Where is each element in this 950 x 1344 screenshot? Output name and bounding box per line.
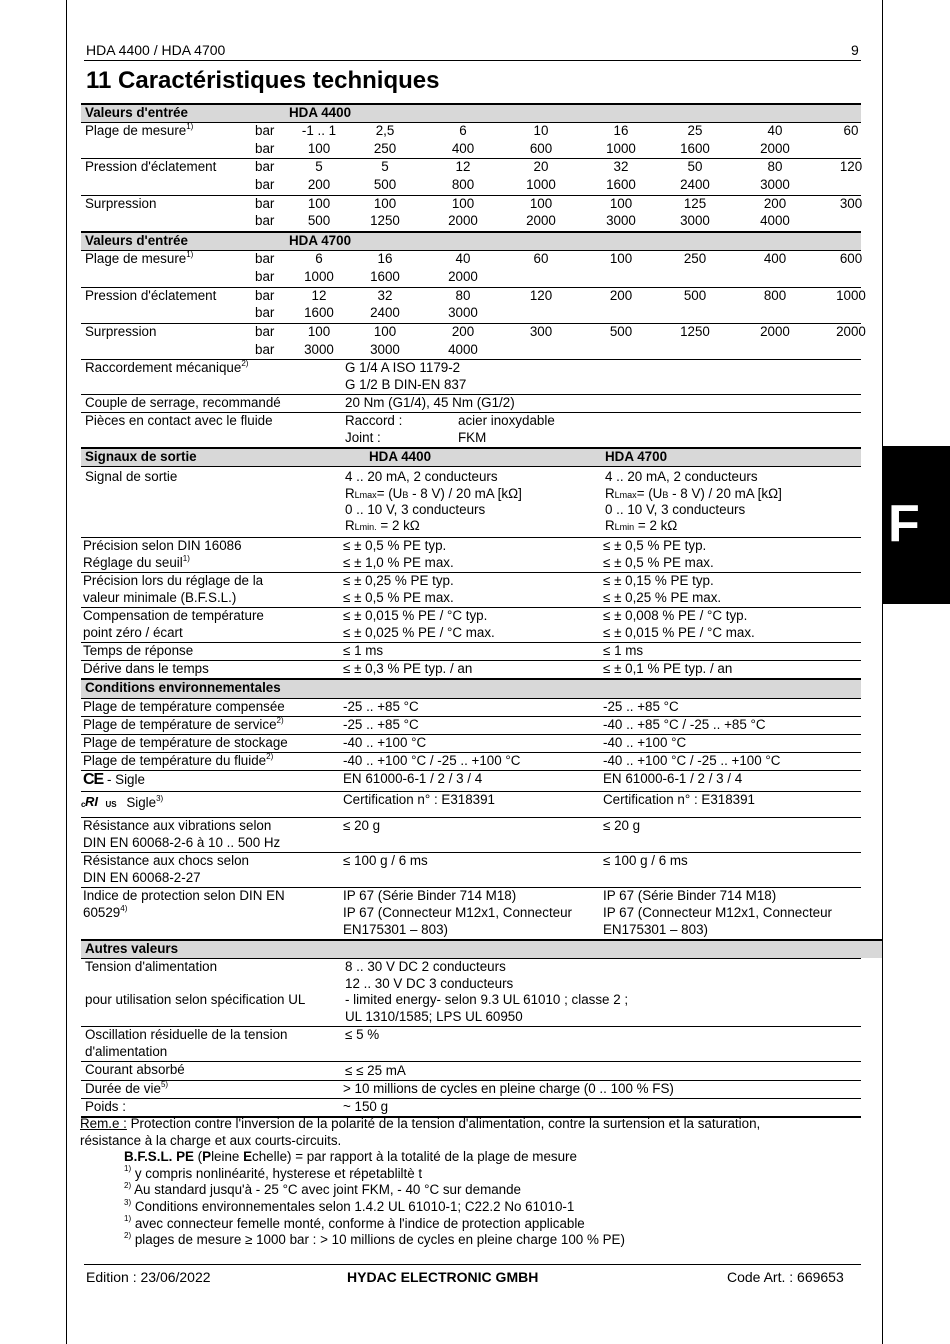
range-row [81, 305, 861, 323]
range-cell: 4000 [760, 213, 790, 229]
note-remark: Rem.e : Protection contre l'inversion de la polarité de la tension d'alimentation, contre la surtension et la saturation, [80, 1116, 761, 1131]
unit-label: bar [255, 323, 275, 339]
range-cell: 120 [839, 159, 863, 175]
range-cell: 80 [455, 287, 471, 303]
range-cell: 20 [533, 159, 549, 175]
env-row: Plage de température de stockage -40 .. +100 °C -40 .. +100 °C [81, 734, 861, 752]
chocs-row: Résistance aux chocs selon DIN EN 60068-2-27 ≤ 100 g / 6 ms ≤ 100 g / 6 ms [81, 852, 861, 887]
env-row: Plage de température compensée -25 .. +85 °C -25 .. +85 °C [81, 698, 861, 716]
range-cell: 12 [311, 287, 327, 303]
range-cell: 32 [613, 159, 629, 175]
footnote: $^{2)}$ Au standard jusqu'à - 25 °C avec joint FKM, - 40 °C sur demande [124, 1180, 522, 1198]
ul-mark-icon: c RI US [81, 795, 117, 810]
tension-row: Tension d'alimentation 8 .. 30 V DC 2 conducteurs 12 .. 30 V DC 3 conducteurs pour utilisation selon spécification UL - limited energy- selon 9.3 UL 61010 ; classe 2 ; UL 1310/1585; LPS UL 60950 [81, 958, 861, 1026]
range-row [81, 158, 861, 177]
range-cell: 100 [373, 195, 397, 211]
raccord-row: Raccordement mécanique$^{2)}$ G 1/4 A ISO 1179-2 G 1/2 B DIN-EN 837 [81, 359, 861, 394]
env-row: Plage de température du fluide$^{2)}$ -40 .. +100 °C / -25 .. +100 °C -40 .. +100 °C / -25 .. +100 °C [81, 752, 861, 770]
range-cell: 10 [533, 123, 549, 138]
range-cell: 125 [683, 195, 707, 211]
page-number: 9 [851, 42, 859, 58]
range-cell: 1600 [370, 268, 400, 284]
range-cell: 3000 [760, 177, 790, 193]
range-cell: -1 .. 1 [301, 123, 337, 138]
unit-label: bar [255, 251, 275, 267]
range-cell: 2000 [760, 323, 790, 339]
range-label: Pression d'éclatement [85, 287, 217, 303]
range-row [81, 213, 861, 231]
range-cell: 6 [459, 123, 467, 138]
range-cell: 3000 [448, 305, 478, 321]
range-cell: 2,5 [375, 123, 395, 138]
unit-label: bar [255, 213, 275, 229]
range-cell: 2000 [448, 268, 478, 284]
range-cell: 100 [609, 251, 633, 267]
range-cell: 16 [377, 251, 393, 267]
range-cell: 1600 [304, 305, 334, 321]
footnote: $^{3)}$ Conditions environnementales selon 1.4.2 UL 61010-1; C22.2 No 61010-1 [124, 1197, 575, 1214]
range-cell: 100 [307, 323, 331, 339]
hda4400-ranges [81, 122, 861, 231]
unit-label: bar [255, 287, 275, 303]
range-row [81, 122, 861, 141]
poids-row: Poids : ~ 150 g [81, 1098, 861, 1118]
range-row [81, 195, 861, 214]
ul-row: c RI US Sigle$^{3)}$ Certification n° : E318391 Certification n° : E318391 [81, 791, 861, 817]
range-cell: 500 [307, 213, 331, 229]
courant-row: Courant absorbé ≤ ≤ 25 mA [81, 1061, 861, 1080]
range-cell: 250 [373, 140, 397, 156]
range-cell: 100 [609, 195, 633, 211]
unit-label: bar [255, 159, 275, 175]
range-cell: 2000 [526, 213, 556, 229]
footer-company: HYDAC ELECTRONIC GMBH [347, 1269, 539, 1285]
range-cell: 1000 [606, 140, 636, 156]
section-header-env: Conditions environnementales [81, 678, 861, 698]
notes [80, 1116, 870, 1249]
env-row: Plage de température de service$^{2)}$ -25 .. +85 °C -40 .. +85 °C / -25 .. +85 °C [81, 716, 861, 734]
range-cell: 120 [529, 287, 553, 303]
range-cell: 16 [613, 123, 629, 138]
range-cell: 2400 [680, 177, 710, 193]
unit-label: bar [255, 195, 275, 211]
range-cell: 2000 [448, 213, 478, 229]
section-header-other: Autres valeurs [81, 939, 882, 958]
range-cell: 6 [315, 251, 323, 267]
range-cell: 800 [763, 287, 787, 303]
section-header-hda4700: Valeurs d'entrée HDA 4700 [81, 231, 861, 250]
unit-label: bar [255, 305, 275, 321]
oscillation-row: Oscillation résiduelle de la tension d'alimentation ≤ 5 % [81, 1026, 861, 1061]
section-tab: F [882, 446, 950, 604]
couple-row: Couple de serrage, recommandé 20 Nm (G1/4), 45 Nm (G1/2) [81, 394, 861, 412]
range-cell: 1000 [304, 268, 334, 284]
range-cell: 400 [763, 251, 787, 267]
range-cell: 800 [451, 177, 475, 193]
temp-comp-row: Compensation de température point zéro / écart ≤ ± 0,015 % PE / °C typ. ≤ ± 0,025 % PE / °C max. ≤ ± 0,008 % PE / °C typ. ≤ ± 0,015 % PE / °C max. [81, 607, 861, 642]
signal-row: Signal de sortie 4 .. 20 mA, 2 conducteurs RLmax= (UB - 8 V) / 20 mA [kΩ] 0 .. 10 V, 3 conducteurs RLmin. = 2 kΩ 4 .. 20 mA, 2 conducteurs RLmax= (UB - 8 V) / 20 mA [kΩ] 0 .. 10 V, 3 conducteurs RLmin = 2 kΩ [81, 466, 861, 537]
unit-label: bar [255, 140, 275, 156]
svg-text:RI: RI [85, 795, 99, 809]
unit-label: bar [255, 341, 275, 357]
range-cell: 600 [529, 140, 553, 156]
unit-label: bar [255, 268, 275, 284]
range-row [81, 141, 861, 159]
note-remark-cont: résistance à la charge et aux courts-circuits. [80, 1132, 342, 1148]
footnote: $^{1)}$ avec connecteur femelle monté, conforme à l'indice de protection applicable [124, 1214, 585, 1231]
ce-mark-icon: CE [83, 771, 104, 789]
range-cell: 12 [455, 159, 471, 175]
page-heading: 11 Caractéristiques techniques [86, 67, 440, 94]
derive-row: Dérive dans le temps ≤ ± 0,3 % PE typ. / an ≤ ± 0,1 % PE typ. / an [81, 660, 861, 678]
range-row [81, 250, 861, 269]
unit-label: bar [255, 177, 275, 193]
section-header-hda4400: Valeurs d'entrée HDA 4400 [81, 103, 861, 122]
range-cell: 1000 [526, 177, 556, 193]
range-row [81, 287, 866, 306]
range-cell: 100 [373, 323, 397, 339]
range-cell: 2000 [836, 323, 866, 339]
range-row [81, 323, 866, 342]
range-cell: 80 [767, 159, 783, 175]
precision-row: Précision selon DIN 16086 Réglage du seuil$^{1)}$ ≤ ± 0,5 % PE typ. ≤ ± 1,0 % PE max. ≤ ± 0,5 % PE typ. ≤ ± 0,5 % PE max. [81, 537, 861, 572]
range-label: Surpression [85, 323, 157, 339]
footnote: $^{2)}$ plages de mesure ≥ 1000 bar : > 10 millions de cycles en pleine charge 100 % PE) [124, 1230, 625, 1248]
pieces-row: Pièces en contact avec le fluide Raccord : acier inoxydable Joint : FKM [81, 412, 861, 447]
vibration-row: Résistance aux vibrations selon DIN EN 60068-2-6 à 10 .. 500 Hz ≤ 20 g ≤ 20 g [81, 817, 861, 852]
range-cell: 1600 [680, 140, 710, 156]
footer-edition: Edition : 23/06/2022 [86, 1269, 211, 1285]
range-cell: 4000 [448, 341, 478, 357]
footer-rule [84, 1264, 861, 1265]
range-cell: 60 [843, 123, 859, 138]
temps-reponse-row: Temps de réponse ≤ 1 ms ≤ 1 ms [81, 642, 861, 660]
range-cell: 25 [687, 123, 703, 138]
ip-row: Indice de protection selon DIN EN 60529$^{4)}$ IP 67 (Série Binder 714 M18) IP 67 (Connecteur M12x1, Connecteur EN175301 – 803) IP 67 (Série Binder 714 M18) IP 67 (Connecteur M12x1, Connecteur EN175301 – 803) [81, 887, 861, 939]
range-cell: 250 [683, 251, 707, 267]
range-cell: 200 [451, 323, 475, 339]
range-cell: 3000 [680, 213, 710, 229]
spec-table [81, 103, 866, 1118]
range-cell: 100 [307, 140, 331, 156]
range-cell: 3000 [370, 341, 400, 357]
range-cell: 3000 [304, 341, 334, 357]
header-title: HDA 4400 / HDA 4700 [86, 42, 226, 58]
unit-label: bar [255, 123, 275, 138]
footer-code: Code Art. : 669653 [727, 1269, 844, 1285]
range-cell: 1250 [370, 213, 400, 229]
range-row [81, 177, 861, 195]
range-cell: 5 [315, 159, 323, 175]
range-cell: 3000 [606, 213, 636, 229]
range-cell: 100 [451, 195, 475, 211]
range-cell: 5 [381, 159, 389, 175]
range-cell: 100 [307, 195, 331, 211]
range-cell: 60 [533, 251, 549, 267]
bfsl-row: Précision lors du réglage de la valeur minimale (B.F.S.L.) ≤ ± 0,25 % PE typ. ≤ ± 0,5 % PE max. ≤ ± 0,15 % PE typ. ≤ ± 0,25 % PE max. [81, 572, 861, 607]
range-label: Surpression [85, 195, 157, 211]
footnote: $^{1)}$ y compris nonlinéarité, hysterese et répetabliltè t [124, 1164, 423, 1181]
header-rule [84, 60, 861, 61]
duree-row: Durée de vie$^{5)}$ > 10 millions de cycles en pleine charge (0 .. 100 % FS) [81, 1080, 861, 1098]
range-cell: 50 [687, 159, 703, 175]
range-cell: 400 [451, 140, 475, 156]
range-cell: 1000 [836, 287, 866, 303]
hda4700-ranges [81, 249, 866, 359]
range-cell: 500 [373, 177, 397, 193]
range-cell: 500 [609, 323, 633, 339]
range-cell: 600 [839, 251, 863, 267]
range-cell: 200 [763, 195, 787, 211]
left-margin-line [66, 0, 67, 1344]
range-label: Pression d'éclatement [85, 159, 217, 175]
range-label: Plage de mesure$^{1)}$ [85, 121, 194, 138]
range-cell: 32 [377, 287, 393, 303]
ce-row: CE - Sigle EN 61000-6-1 / 2 / 3 / 4 EN 61000-6-1 / 2 / 3 / 4 [81, 770, 861, 791]
range-cell: 200 [609, 287, 633, 303]
range-cell: 2000 [760, 140, 790, 156]
range-cell: 300 [529, 323, 553, 339]
note-bfsl: B.F.S.L. PE (Pleine Echelle) = par rapport à la totalité de la plage de mesure [124, 1149, 577, 1165]
range-cell: 300 [839, 195, 863, 211]
range-cell: 1250 [680, 323, 710, 339]
range-cell: 40 [455, 251, 471, 267]
range-cell: 1600 [606, 177, 636, 193]
range-label: Plage de mesure$^{1)}$ [85, 249, 194, 267]
range-cell: 500 [683, 287, 707, 303]
range-cell: 2400 [370, 305, 400, 321]
range-row [81, 269, 861, 287]
range-cell: 200 [307, 177, 331, 193]
range-cell: 40 [767, 123, 783, 138]
range-cell: 100 [529, 195, 553, 211]
section-header-signals: Signaux de sortie HDA 4400 HDA 4700 [81, 447, 861, 466]
range-row [81, 342, 861, 360]
